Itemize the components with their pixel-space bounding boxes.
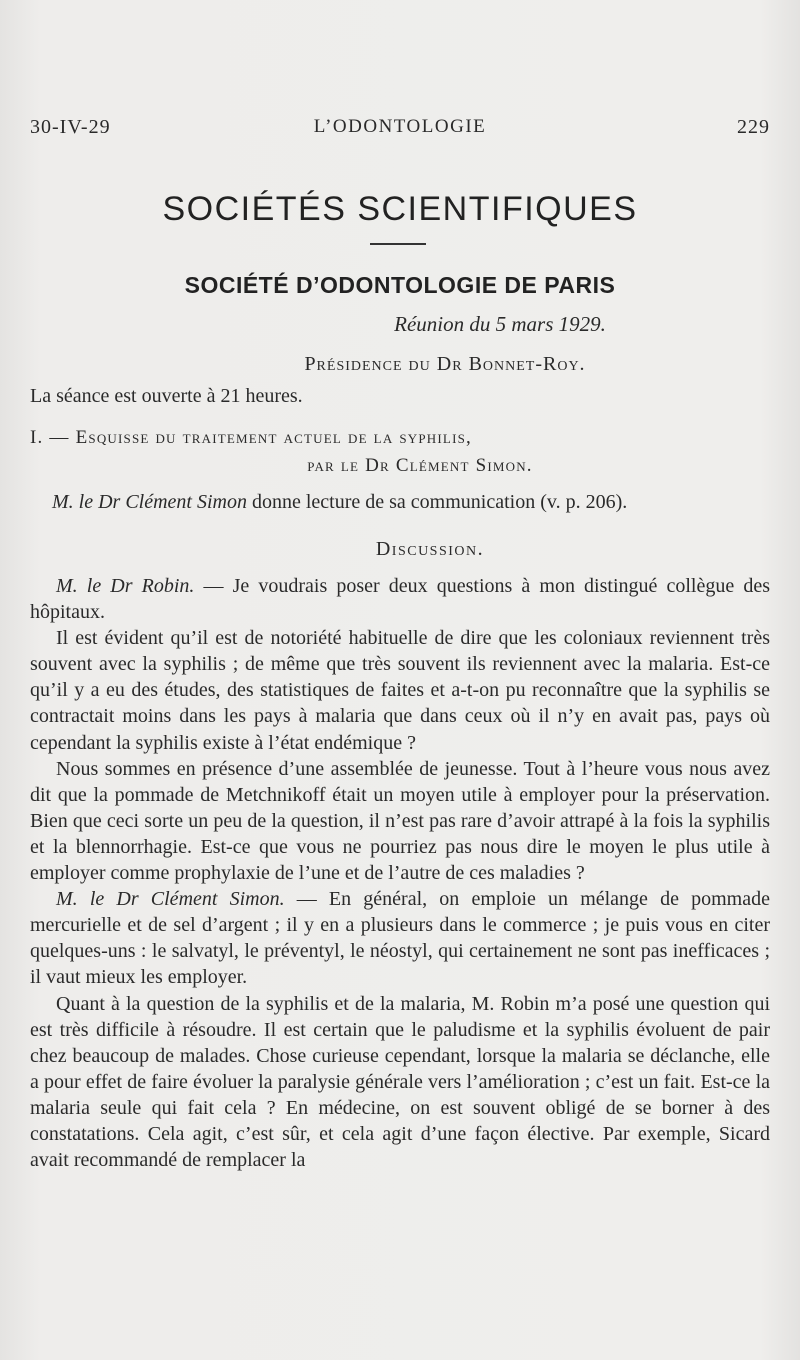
paragraph-text: — En général, on emploie un mélange de pommade mercurielle et de sel d’argent ; il y en a plusieurs dans le commerce ; je puis vous en citer quelques-uns : le salvatyl, le préventyl, le néostyl, qui certainement ne sont pas inefficaces ; il vaut mieux les employer. [30, 888, 770, 989]
paragraph [30, 573, 770, 625]
paragraph [30, 991, 770, 1174]
agenda-item-line-1: I. — Esquisse du traitement actuel de la syphilis, [30, 427, 472, 448]
page-number: 229 [737, 116, 770, 138]
issue-date: 30-IV-29 [30, 116, 111, 138]
agenda-item-heading [30, 424, 770, 480]
section-title: SOCIÉTÉS SCIENTIFIQUES [162, 190, 638, 228]
agenda-item-line-2: par le Dr Clément Simon. [307, 455, 533, 476]
paragraph [30, 886, 770, 990]
paragraph [30, 756, 770, 886]
paragraph-speaker: M. le Dr Robin. [56, 575, 195, 597]
discussion-heading: Discussion. [375, 538, 485, 560]
discussion-body [30, 573, 770, 1173]
paragraph-text: Il est évident qu’il est de notoriété habituelle de dire que les coloniaux reviennent très souvent avec la syphilis ; de même que très souvent ils reviennent avec la malaria. Est-ce qu’il y a eu des études, des statistiques de faites et a-t-on pu reconnaître que la syphilis se contractait moins dans les pays à malaria que dans ceux où il n’y en avait pas, pays où cependant la syphilis existe à l’état endémique ? [30, 627, 770, 754]
paragraph-speaker: M. le Dr Clément Simon. [56, 888, 285, 911]
lecture-text: donne lecture de sa communication (v. p. 206). [246, 491, 628, 513]
lecture-line [52, 491, 770, 514]
lecture-speaker: M. le Dr Clément Simon [52, 491, 247, 513]
meeting-date: Réunion du 5 mars 1929. [394, 312, 606, 336]
presidency-line: Présidence du Dr Bonnet-Roy. [304, 353, 586, 375]
paragraph [30, 625, 770, 755]
title-divider [370, 243, 426, 245]
paragraph-text: Nous sommes en présence d’une assemblée de jeunesse. Tout à l’heure vous nous avez dit que la pommade de Metchnikoff était un moyen utile à employer pour la préservation. Bien que ceci sorte un peu de la question, il n’est pas rare d’avoir attrapé à la fois la syphilis et la blennorrhagie. Est-ce que vous ne pourriez pas nous dire le moyen le plus utile à employer comme prophylaxie de l’une et de l’autre de ces maladies ? [30, 757, 770, 885]
opening-line: La séance est ouverte à 21 heures. [30, 385, 303, 407]
paragraph-text: — Je voudrais poser deux questions à mon distingué collègue des hôpitaux. [30, 575, 770, 624]
running-head [30, 116, 770, 146]
paragraph-text: Quant à la question de la syphilis et de la malaria, M. Robin m’a posé une question qui est très difficile à résoudre. Il est certain que le paludisme et la syphilis évoluent de pair chez beaucoup de malades. Chose curieuse cependant, lorsque la malaria se déclanche, elle a pour effet de faire évoluer la paralysie générale vers l’amélioration ; c’est un fait. Est-ce la malaria seule qui fait cela ? En médecine, on est souvent obligé de se borner à des constatations. Cela agit, c’est sûr, et cela agit d’une façon élective. Par exemple, Sicard avait recommandé de remplacer la [30, 992, 770, 1172]
journal-title: L’ODONTOLOGIE [313, 116, 487, 137]
society-heading: SOCIÉTÉ D’ODONTOLOGIE DE PARIS [184, 272, 616, 298]
